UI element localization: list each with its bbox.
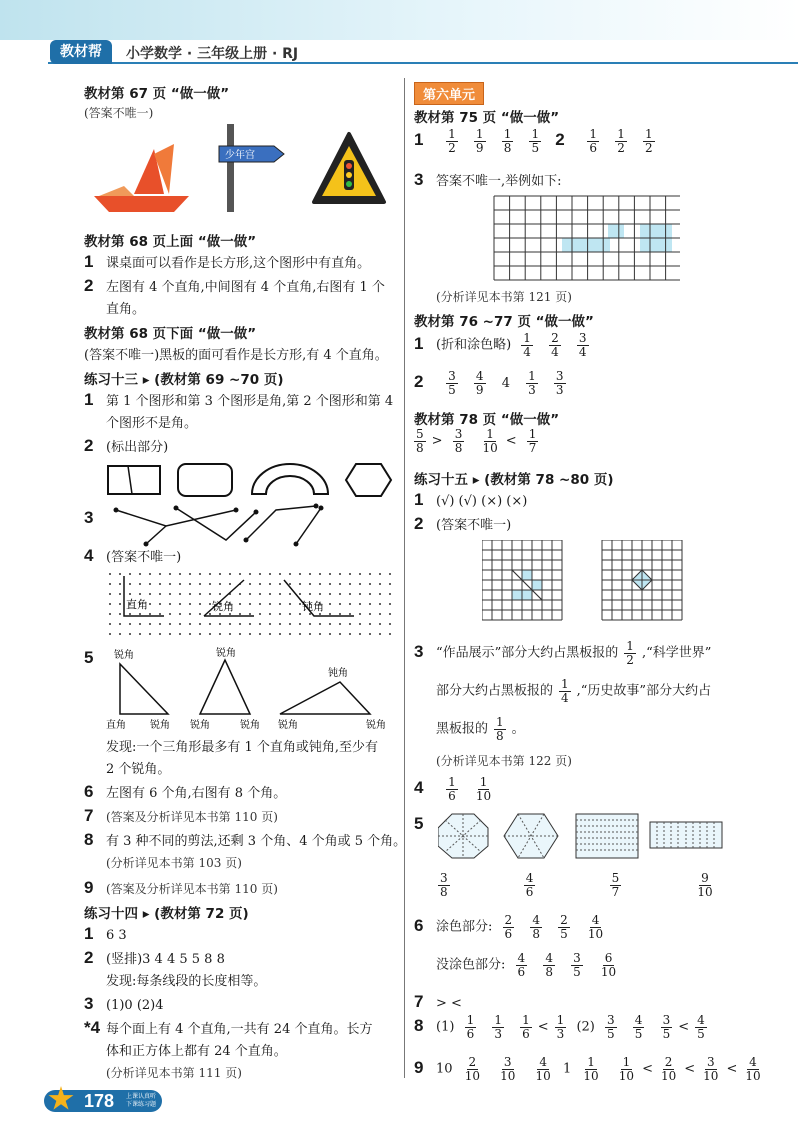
exercise-title: 练习十四 ▸ (教材第 72 页)	[84, 906, 249, 922]
svg-text:锐角: 锐角	[240, 720, 260, 731]
finding-text: 2 个锐角。	[106, 762, 171, 777]
fraction-row: 2 $\frac{3}{5}$ $\frac{4}{9}$ 4 $\frac{1}{3}$ $\frac{3}{3}$	[414, 369, 564, 397]
page-number: 178	[84, 1091, 115, 1111]
signpost-figure	[219, 124, 284, 212]
list-item: *4 每个面上有 4 个直角,一共有 24 个直角。长方	[84, 1018, 373, 1037]
note: (分析详见本书第 111 页)	[106, 1066, 242, 1080]
list-item: 2 左图有 4 个直角,中间图有 4 个直角,右图有 1 个	[84, 276, 385, 295]
exercise-title: 练习十三 ▸ (教材第 69 ~70 页)	[84, 372, 284, 388]
fraction-row: 1 $\frac{1}{2}$ $\frac{1}{9}$ $\frac{1}{8}$ $\frac{1}{5}$ 2 $\frac{1}{6}$ $\frac{1}{2}$ $\frac{1}{2}$	[414, 127, 653, 155]
fraction-row: 9 10 $\frac{2}{10}$ $\frac{3}{10}$ $\frac{4}{10}$ 1 $\frac{1}{10}$ $\frac{1}{10}$ < $\frac{2}{10}$ < $\frac{3}{10}$ < $\frac{4}{10}$	[414, 1055, 761, 1083]
list-item: 5	[414, 814, 424, 833]
fraction-row: 没涂色部分: $\frac{4}{6}$ $\frac{4}{8}$ $\frac{3}{5}$ $\frac{6}{10}$	[436, 951, 617, 979]
fraction-row: 1 (折和涂色略) $\frac{1}{4}$ $\frac{2}{4}$ $\frac{3}{4}$	[414, 331, 587, 359]
section-title: 教材第 67 页 “做一做”	[84, 86, 230, 102]
fraction-row: 6 涂色部分: $\frac{2}{6}$ $\frac{4}{8}$ $\frac{2}{5}$ $\frac{4}{10}$	[414, 913, 604, 941]
p67-figures	[94, 124, 394, 214]
angle-label: 直角	[126, 598, 148, 611]
list-item: 1 课桌面可以看作是长方形,这个图形中有直角。	[84, 252, 371, 271]
angle-label: 锐角	[212, 600, 234, 613]
list-item: 3	[84, 508, 94, 527]
brand-badge: 教材帮	[50, 40, 112, 64]
exercise-title: 练习十五 ▸ (教材第 78 ~80 页)	[414, 472, 614, 488]
finding-text: 发现:一个三角形最多有 1 个直角或钝角,至少有	[106, 740, 379, 755]
ex13-2-shapes	[106, 460, 396, 500]
angle-label: 钝角	[302, 600, 324, 613]
svg-text:锐角: 锐角	[114, 650, 134, 661]
note: (分析详见本书第 121 页)	[436, 290, 572, 304]
list-item: 7 (答案及分析详见本书第 110 页)	[84, 806, 278, 825]
fraction-row: $\frac{3}{8}$ $\frac{4}{6}$ $\frac{5}{7}$ $\frac{9}{10}$	[440, 871, 713, 899]
list-item: 3 (1)0 (2)4	[84, 994, 164, 1013]
list-item: 8 有 3 种不同的剪法,还剩 3 个角、4 个角或 5 个角。	[84, 830, 407, 849]
list-item: 1 6 3	[84, 924, 127, 943]
svg-text:锐角: 锐角	[216, 648, 236, 659]
list-item: 7 > <	[414, 992, 462, 1011]
note: (答案不唯一)	[84, 106, 154, 120]
fraction-row: 4 $\frac{1}{6}$ $\frac{1}{10}$	[414, 775, 492, 803]
section-title: 教材第 68 页下面 “做一做”	[84, 326, 257, 342]
page-title: 小学数学 · 三年级上册 · RJ	[126, 46, 299, 62]
section-title: 教材第 78 页 “做一做”	[414, 412, 560, 428]
fraction-row: 8 (1) $\frac{1}{6}$ $\frac{1}{3}$ $\frac{1}{6}$ < $\frac{1}{3}$ (2) $\frac{3}{5}$ $\frac{4}{5}$ $\frac{3}{5}$ < $\frac{4}{5}$	[414, 1013, 705, 1041]
note: (分析详见本书第 103 页)	[106, 856, 242, 870]
list-item: 3 “作品展示”部分大约占黑板报的 $\frac{1}{2}$ ,“科学世界”	[414, 639, 712, 667]
ex15-2-grids	[482, 540, 692, 624]
svg-text:钝角: 钝角	[328, 668, 348, 679]
list-item-cont: 体和正方体上都有 24 个直角。	[106, 1044, 287, 1059]
list-item: 1 (√) (√) (×) (×)	[414, 490, 528, 509]
boat-figure	[94, 144, 189, 212]
section-title: 教材第 68 页上面 “做一做”	[84, 234, 257, 250]
list-item: 6 左图有 6 个角,右图有 8 个角。	[84, 782, 287, 801]
section-title: 教材第 75 页 “做一做”	[414, 110, 560, 126]
p75-grid	[490, 194, 680, 282]
compare-row: $\frac{5}{8}$ > $\frac{3}{8}$ $\frac{1}{10}$ < $\frac{1}{7}$	[416, 427, 537, 455]
finding-text: 发现:每条线段的长度相等。	[106, 974, 267, 989]
triangles-figure	[100, 646, 400, 732]
list-item-cont: 个图形不是角。	[106, 416, 198, 431]
column-divider	[404, 78, 405, 1078]
header-band	[0, 0, 800, 40]
svg-text:锐角: 锐角	[190, 720, 210, 731]
list-item: 3 答案不唯一,举例如下:	[414, 170, 562, 189]
unit-tag: 第六单元	[414, 82, 484, 105]
list-item: 2 (答案不唯一)	[414, 514, 512, 533]
traffic-triangle-figure	[314, 134, 384, 202]
section-title: 教材第 76 ~77 页 “做一做”	[414, 314, 594, 330]
note: (分析详见本书第 122 页)	[436, 754, 572, 768]
ex13-3-lines	[106, 500, 346, 552]
list-item-cont: 直角。	[106, 302, 146, 317]
list-item: 9 (答案及分析详见本书第 110 页)	[84, 878, 278, 897]
svg-text:直角: 直角	[106, 720, 126, 731]
dot-grid-angles	[104, 570, 394, 636]
list-item: 2 (竖排)3 4 4 5 5 8 8	[84, 948, 225, 967]
ex15-5-shapes	[438, 810, 754, 860]
svg-text:锐角: 锐角	[366, 720, 386, 731]
list-item: 5	[84, 648, 94, 667]
list-item: 1 第 1 个图形和第 3 个图形是角,第 2 个图形和第 4	[84, 390, 394, 409]
list-item: 2 (标出部分)	[84, 436, 169, 455]
list-item: 4 (答案不唯一)	[84, 546, 182, 565]
footer-slogan: 上课认真听 下课练习题	[126, 1093, 157, 1108]
sign-text: 少年宫	[225, 150, 255, 161]
svg-text:锐角: 锐角	[150, 720, 170, 731]
list-item-cont: 黑板报的 $\frac{1}{8}$ 。	[436, 715, 525, 743]
list-item-cont: 部分大约占黑板报的 $\frac{1}{4}$ ,“历史故事”部分大约占	[436, 677, 712, 705]
answer-text: (答案不唯一)黑板的面可看作是长方形,有 4 个直角。	[84, 348, 388, 363]
svg-text:锐角: 锐角	[278, 720, 298, 731]
